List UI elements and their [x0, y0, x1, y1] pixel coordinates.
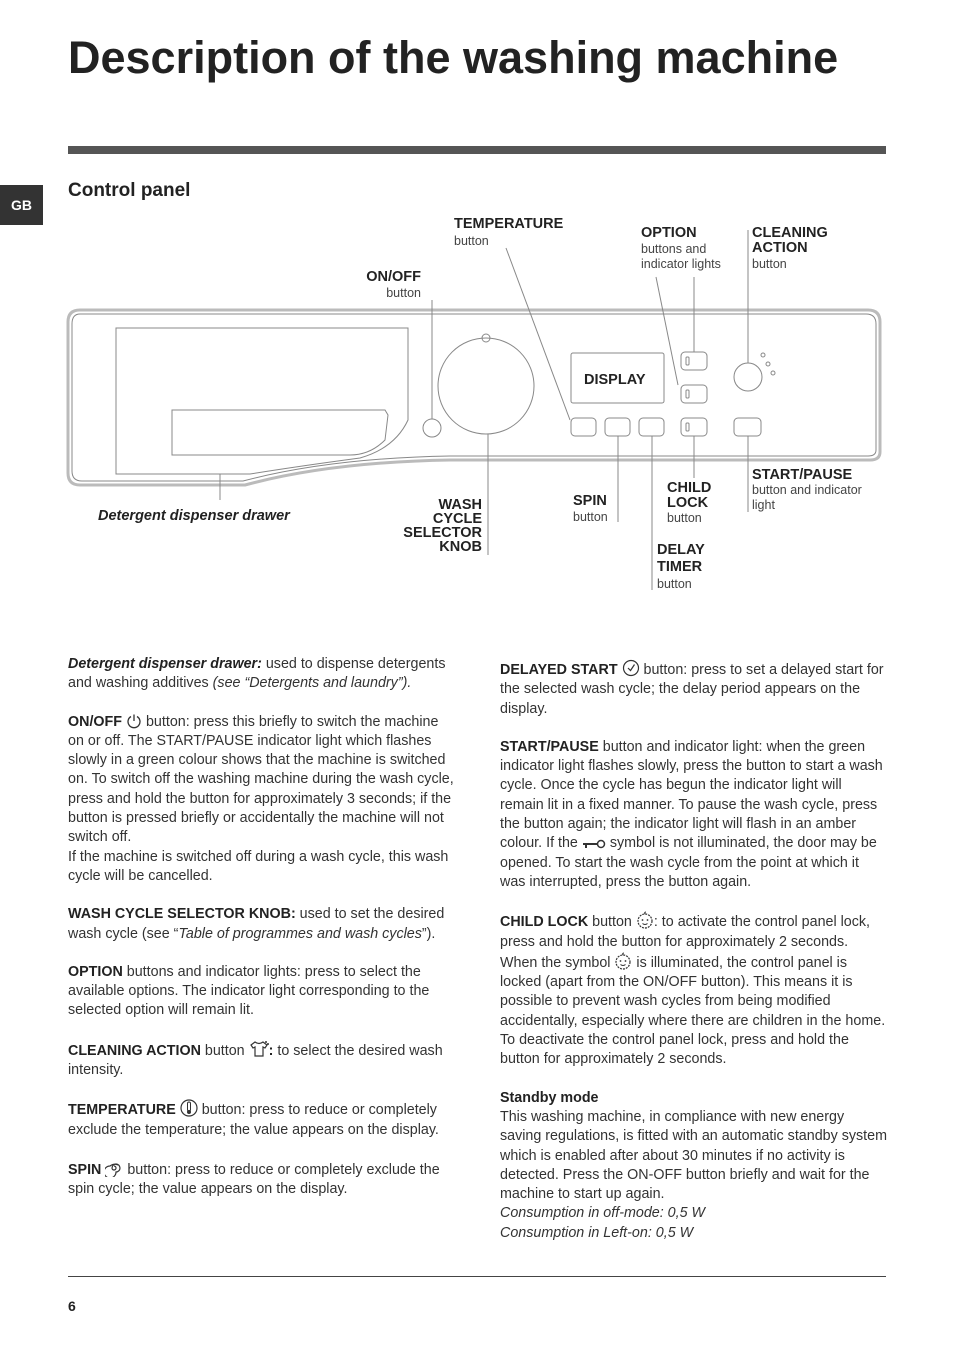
wash-label-1: WASH: [438, 497, 482, 513]
temperature-sublabel: button: [454, 234, 489, 248]
spin-paragraph: SPIN button: press to reduce or completely exclude the spin cycle; the value appears on the display.: [68, 1159, 454, 1200]
cleaning-paragraph: CLEANING ACTION button : to select the desired wash intensity.: [68, 1040, 454, 1081]
child-label-2: LOCK: [667, 495, 709, 511]
drawer-handle: [172, 410, 388, 455]
cleaning-label-1: CLEANING: [752, 225, 828, 241]
child-face-icon: [614, 952, 632, 970]
page-title: Description of the washing machine: [68, 32, 839, 83]
delay-clock-icon: [622, 659, 640, 677]
footer-divider: [68, 1276, 886, 1277]
door-lock-key-icon: [582, 838, 606, 850]
wash-cycle-knob-shape: [438, 338, 534, 434]
option-button-2-shape: [681, 385, 707, 403]
drawer-outline: [116, 328, 408, 474]
child-sublabel: button: [667, 511, 702, 525]
option-label: OPTION: [641, 225, 697, 241]
power-icon: [126, 713, 142, 729]
panel-outline: [68, 310, 880, 485]
delay-sublabel: button: [657, 577, 692, 591]
temperature-label: TEMPERATURE: [454, 216, 564, 232]
onoff-sublabel: button: [386, 286, 421, 300]
shirt-icon: [249, 1040, 269, 1058]
cleaning-action-button-shape: [734, 363, 762, 391]
start-pause-paragraph: START/PAUSE button and indicator light: when the green indicator light flashes slowly, press the button to start a wash cycle. Once the cycle has begun the indicator light will remain lit in a fixed manner. To pause the wash cycle, press the button again; the indicator light will flash in an amber colour. If the symbol is not illuminated, the door may be opened. To start the wash cycle from the point at which it was interrupted, press the button again.: [500, 738, 883, 890]
wash-label-3: SELECTOR: [403, 525, 482, 541]
delayed-start-paragraph: DELAYED START button: press to set a delayed start for the selected wash cycle; the delay period appears on the display.: [500, 659, 888, 719]
child-lock-button-shape: [681, 418, 707, 436]
thermometer-icon: [180, 1099, 198, 1117]
right-column: [500, 659, 888, 1262]
standby-paragraph: Standby mode This washing machine, in compliance with new energy saving regulations, is fitted with an automatic standby system which is enabled after about 30 minutes if no activity is detected. Press the ON-OFF button briefly and wait for the machine to start up again. Consumption in off-mode: 0,5 W Consumption in Left-on: 0,5 W: [500, 1089, 888, 1241]
delay-label-2: TIMER: [657, 559, 703, 575]
option-button-1-shape: [681, 352, 707, 370]
startpause-label: START/PAUSE: [752, 467, 853, 483]
delay-label-1: DELAY: [657, 542, 705, 558]
delay-timer-button-shape: [639, 418, 664, 436]
onoff-button-shape: [423, 419, 441, 437]
startpause-sublabel-1: button and indicator: [752, 483, 862, 497]
spin-icon: [105, 1159, 123, 1177]
detergent-drawer-label: Detergent dispenser drawer: [98, 508, 290, 524]
temperature-button-shape: [571, 418, 596, 436]
option-paragraph: OPTION buttons and indicator lights: press to select the available options. The indicator light corresponding to the selected option will remain lit.: [68, 963, 430, 1019]
detergent-paragraph: Detergent dispenser drawer: used to dispense detergents and washing additives (see “Detergents and laundry”).: [68, 656, 446, 692]
wash-label-4: KNOB: [439, 539, 482, 555]
spin-sublabel: button: [573, 510, 608, 524]
start-pause-button-shape: [734, 418, 761, 436]
control-panel-diagram: [0, 200, 954, 620]
spin-button-shape: [605, 418, 630, 436]
cleaning-label-2: ACTION: [752, 240, 808, 256]
wash-label-2: CYCLE: [432, 511, 482, 527]
spin-label: SPIN: [573, 493, 607, 509]
option-sublabel-1: buttons and: [641, 242, 707, 256]
language-tab[interactable]: GB: [0, 185, 43, 225]
onoff-paragraph: ON/OFF button: press this briefly to switch the machine on or off. The START/PAUSE indicator light which flashes slowly in a green colour shows that the machine is switched on. To switch off the washing machine during the wash cycle, press and hold the button for approximately 3 seconds; if the button is pressed briefly or accidentally the machine will not switch off. If the machine is switched off during a wash cycle, this wash cycle will be cancelled.: [68, 713, 454, 884]
cleaning-sublabel: button: [752, 257, 787, 271]
display-label: DISPLAY: [584, 372, 646, 388]
child-face-icon: [636, 911, 654, 929]
onoff-label: ON/OFF: [366, 269, 421, 285]
section-title: Control panel: [68, 180, 191, 201]
title-divider: [68, 146, 886, 154]
child-label-1: CHILD: [667, 480, 712, 496]
option-sublabel-2: indicator lights: [641, 257, 721, 271]
temperature-paragraph: TEMPERATURE button: press to reduce or completely exclude the temperature; the value appears on the display.: [68, 1099, 454, 1140]
child-lock-paragraph: CHILD LOCK button : to activate the control panel lock, press and hold the button for approximately 2 seconds. When the symbol is illuminated, the control panel is locked (apart from the ON/OFF button). This means it is possible to prevent wash cycles from being modified accidentally, especially where there are children in the home. To deactivate the control panel lock, press and hold the button for approximately 2 seconds.: [500, 911, 888, 1069]
knob-paragraph: WASH CYCLE SELECTOR KNOB: used to set the desired wash cycle (see “Table of programmes and wash cycles”).: [68, 906, 445, 942]
left-column: [68, 655, 454, 1219]
startpause-sublabel-2: light: [752, 498, 775, 512]
page-number: 6: [68, 1298, 76, 1314]
